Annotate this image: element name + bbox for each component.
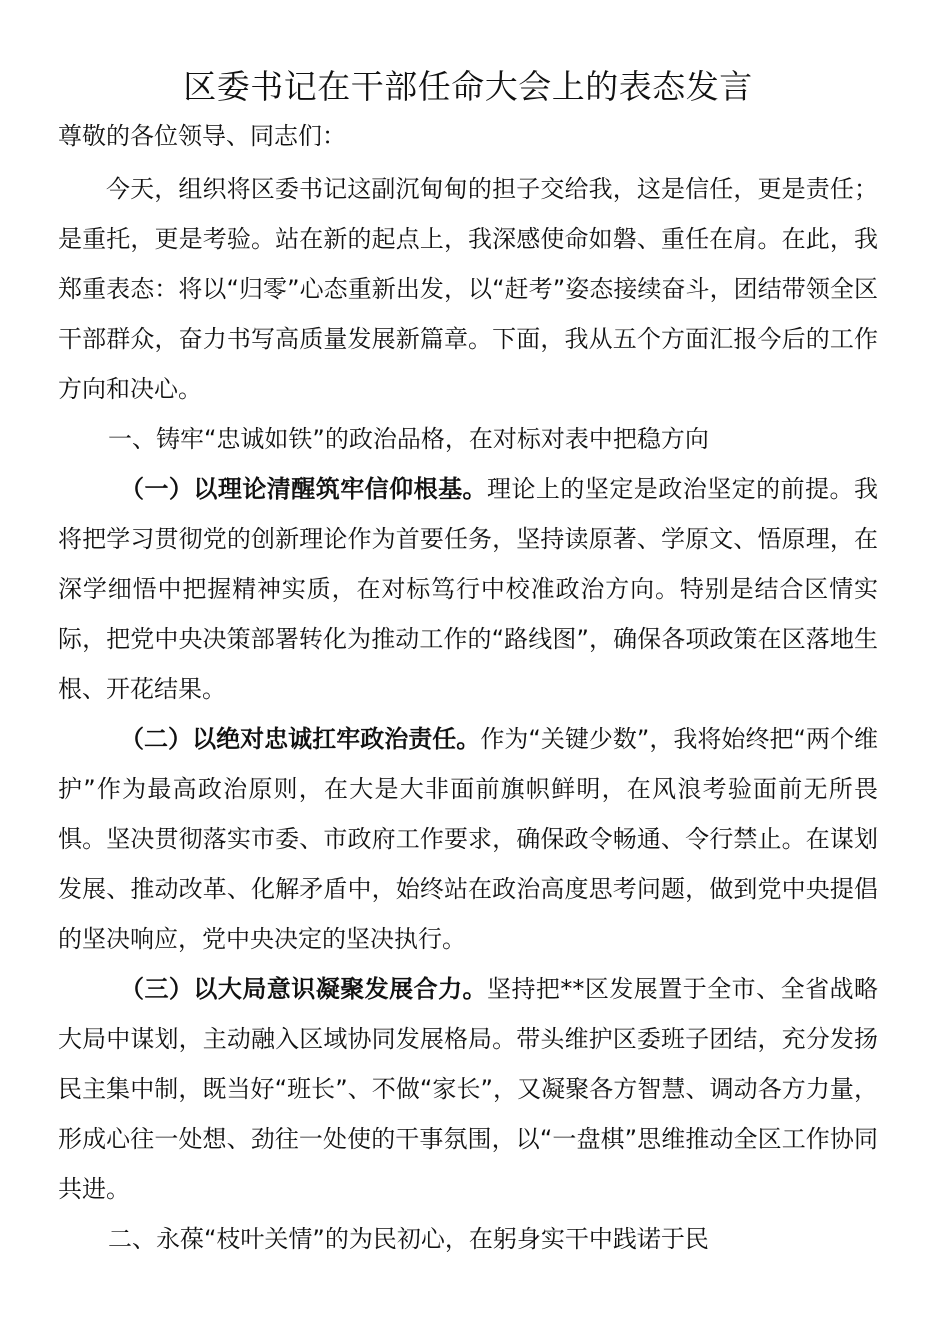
section-heading-2: 二、永葆“枝叶关情”的为民初心，在躬身实干中践诺于民: [108, 1225, 709, 1253]
document-page: [58, 62, 878, 1264]
document-title: 区委书记在干部任命大会上的表态发言: [183, 67, 753, 106]
intro-paragraph: 今天，组织将区委书记这副沉甸甸的担子交给我，这是信任，更是责任；是重托，更是考验。站在新的起点上，我深感使命如磐、重任在肩。在此，我郑重表态：将以“归零”心态重新出发，以“赶考”姿态接续奋斗，团结带领全区干部群众，奋力书写高质量发展新篇章。下面，我从五个方面汇报今后的工作方向和决心。: [58, 175, 878, 403]
subsection-text-2: 作为“关键少数”，我将始终把“两个维护”作为最高政治原则，在大是大非面前旗帜鲜明，在风浪考验面前无所畏惧。坚决贯彻落实市委、市政府工作要求，确保政令畅通、令行禁止。在谋划发展、推动改革、化解矛盾中，始终站在政治高度思考问题，做到党中央提倡的坚决响应，党中央决定的坚决执行。: [58, 725, 878, 953]
salutation: 尊敬的各位领导、同志们：: [58, 122, 346, 150]
subsection-lead-2: （二）以绝对忠诚扛牢政治责任。: [120, 725, 481, 753]
subsection-text-1: 理论上的坚定是政治坚定的前提。我将把学习贯彻党的创新理论作为首要任务，坚持读原著、学原文、悟原理，在深学细悟中把握精神实质，在对标笃行中校准政治方向。特别是结合区情实际，把党中央决策部署转化为推动工作的“路线图”，确保各项政策在区落地生根、开花结果。: [58, 475, 878, 703]
subsection-text-3: 坚持把**区发展置于全市、全省战略大局中谋划，主动融入区域协同发展格局。带头维护区委班子团结，充分发扬民主集中制，既当好“班长”、不做“家长”，又凝聚各方智慧、调动各方力量，形成心往一处想、劲往一处使的干事氛围，以“一盘棋”思维推动全区工作协同共进。: [58, 975, 878, 1203]
subsection-paragraph-1: [58, 464, 878, 714]
subsection-paragraph-2: [58, 714, 878, 964]
subsection-paragraph-3: [58, 964, 878, 1214]
subsection-lead-1: （一）以理论清醒筑牢信仰根基。: [120, 475, 487, 503]
section-heading-1: 一、铸牢“忠诚如铁”的政治品格，在对标对表中把稳方向: [108, 425, 709, 453]
subsection-lead-3: （三）以大局意识凝聚发展合力。: [120, 975, 487, 1003]
